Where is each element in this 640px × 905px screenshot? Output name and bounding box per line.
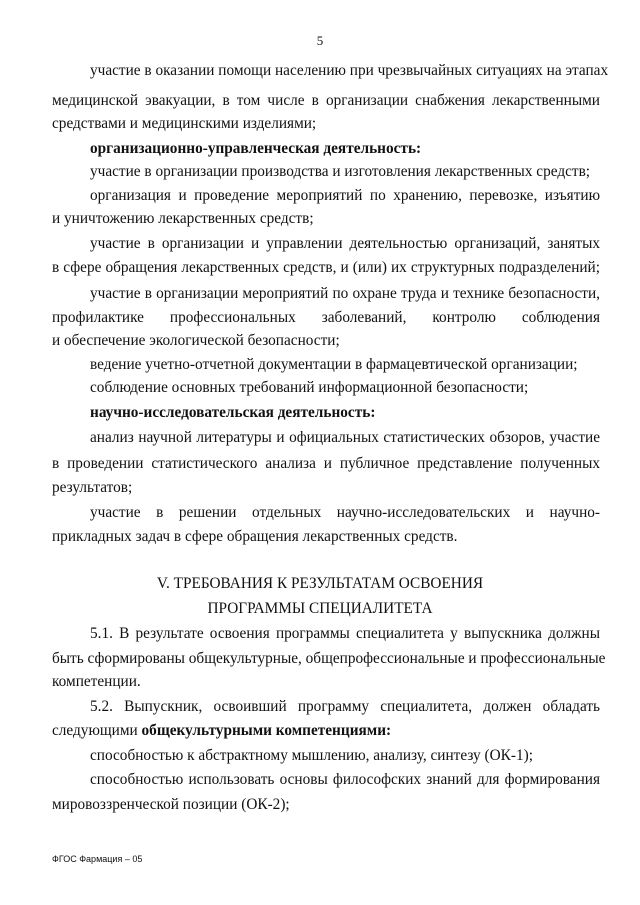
body-line: организация и проведение мероприятий по хранению, перевозке, изъятию — [90, 187, 600, 204]
body-line: участие в организации мероприятий по охране труда и технике безопасности, — [90, 285, 600, 302]
bold-term: общекультурными компетенциями: — [141, 722, 392, 739]
body-text: следующими — [52, 722, 142, 739]
body-line: и уничтожению лекарственных средств; — [52, 210, 314, 227]
body-line: прикладных задач в сфере обращения лекарственных средств. — [52, 528, 458, 545]
section-heading-line1: V. ТРЕБОВАНИЯ К РЕЗУЛЬТАТАМ ОСВОЕНИЯ — [156, 575, 484, 592]
body-line: 5.2. Выпускник, освоивший программу специалитета, должен обладать — [90, 698, 600, 715]
body-line — [52, 723, 391, 738]
body-line: анализ научной литературы и официальных статистических обзоров, участие — [90, 429, 600, 446]
body-line: ведение учетно-отчетной документации в фармацевтической организации; — [90, 356, 578, 373]
body-line: средствами и медицинскими изделиями; — [52, 115, 317, 132]
subheading-research: научно-исследовательская деятельность: — [90, 404, 376, 421]
section-heading-line2: ПРОГРАММЫ СПЕЦИАЛИТЕТА — [207, 600, 433, 617]
body-line: участие в организации и управлении деятельностью организаций, занятых — [90, 235, 600, 252]
body-line: результатов; — [52, 479, 133, 496]
footer: ФГОС Фармация – 05 — [52, 854, 143, 864]
body-line: соблюдение основных требований информационной безопасности; — [90, 379, 529, 396]
body-line: медицинской эвакуации, в том числе в организации снабжения лекарственными — [52, 92, 600, 109]
body-line: участие в организации производства и изготовления лекарственных средств; — [90, 163, 591, 180]
body-line: быть сформированы общекультурные, общепрофессиональные и профессиональные — [52, 650, 606, 667]
body-line: способностью к абстрактному мышлению, анализу, синтезу (ОК-1); — [90, 747, 533, 764]
body-line: 5.1. В результате освоения программы специалитета у выпускника должны — [90, 625, 600, 642]
body-line: участие в решении отдельных научно-исследовательских и научно- — [90, 504, 600, 521]
body-line: мировоззренческой позиции (ОК-2); — [52, 796, 290, 813]
body-line: и обеспечение экологической безопасности; — [52, 332, 340, 349]
page-number: 5 — [316, 33, 324, 48]
subheading-org-management: организационно-управленческая деятельность: — [90, 140, 422, 157]
body-line: способностью использовать основы философских знаний для формирования — [90, 771, 600, 788]
body-line: в проведении статистического анализа и публичное представление полученных — [52, 455, 600, 472]
body-line: участие в оказании помощи населению при чрезвычайных ситуациях на этапах — [90, 62, 609, 79]
body-line: компетенции. — [52, 673, 141, 690]
body-line: профилактике профессиональных заболеваний, контролю соблюдения — [52, 309, 600, 326]
body-line: в сфере обращения лекарственных средств, и (или) их структурных подразделений; — [52, 259, 600, 276]
